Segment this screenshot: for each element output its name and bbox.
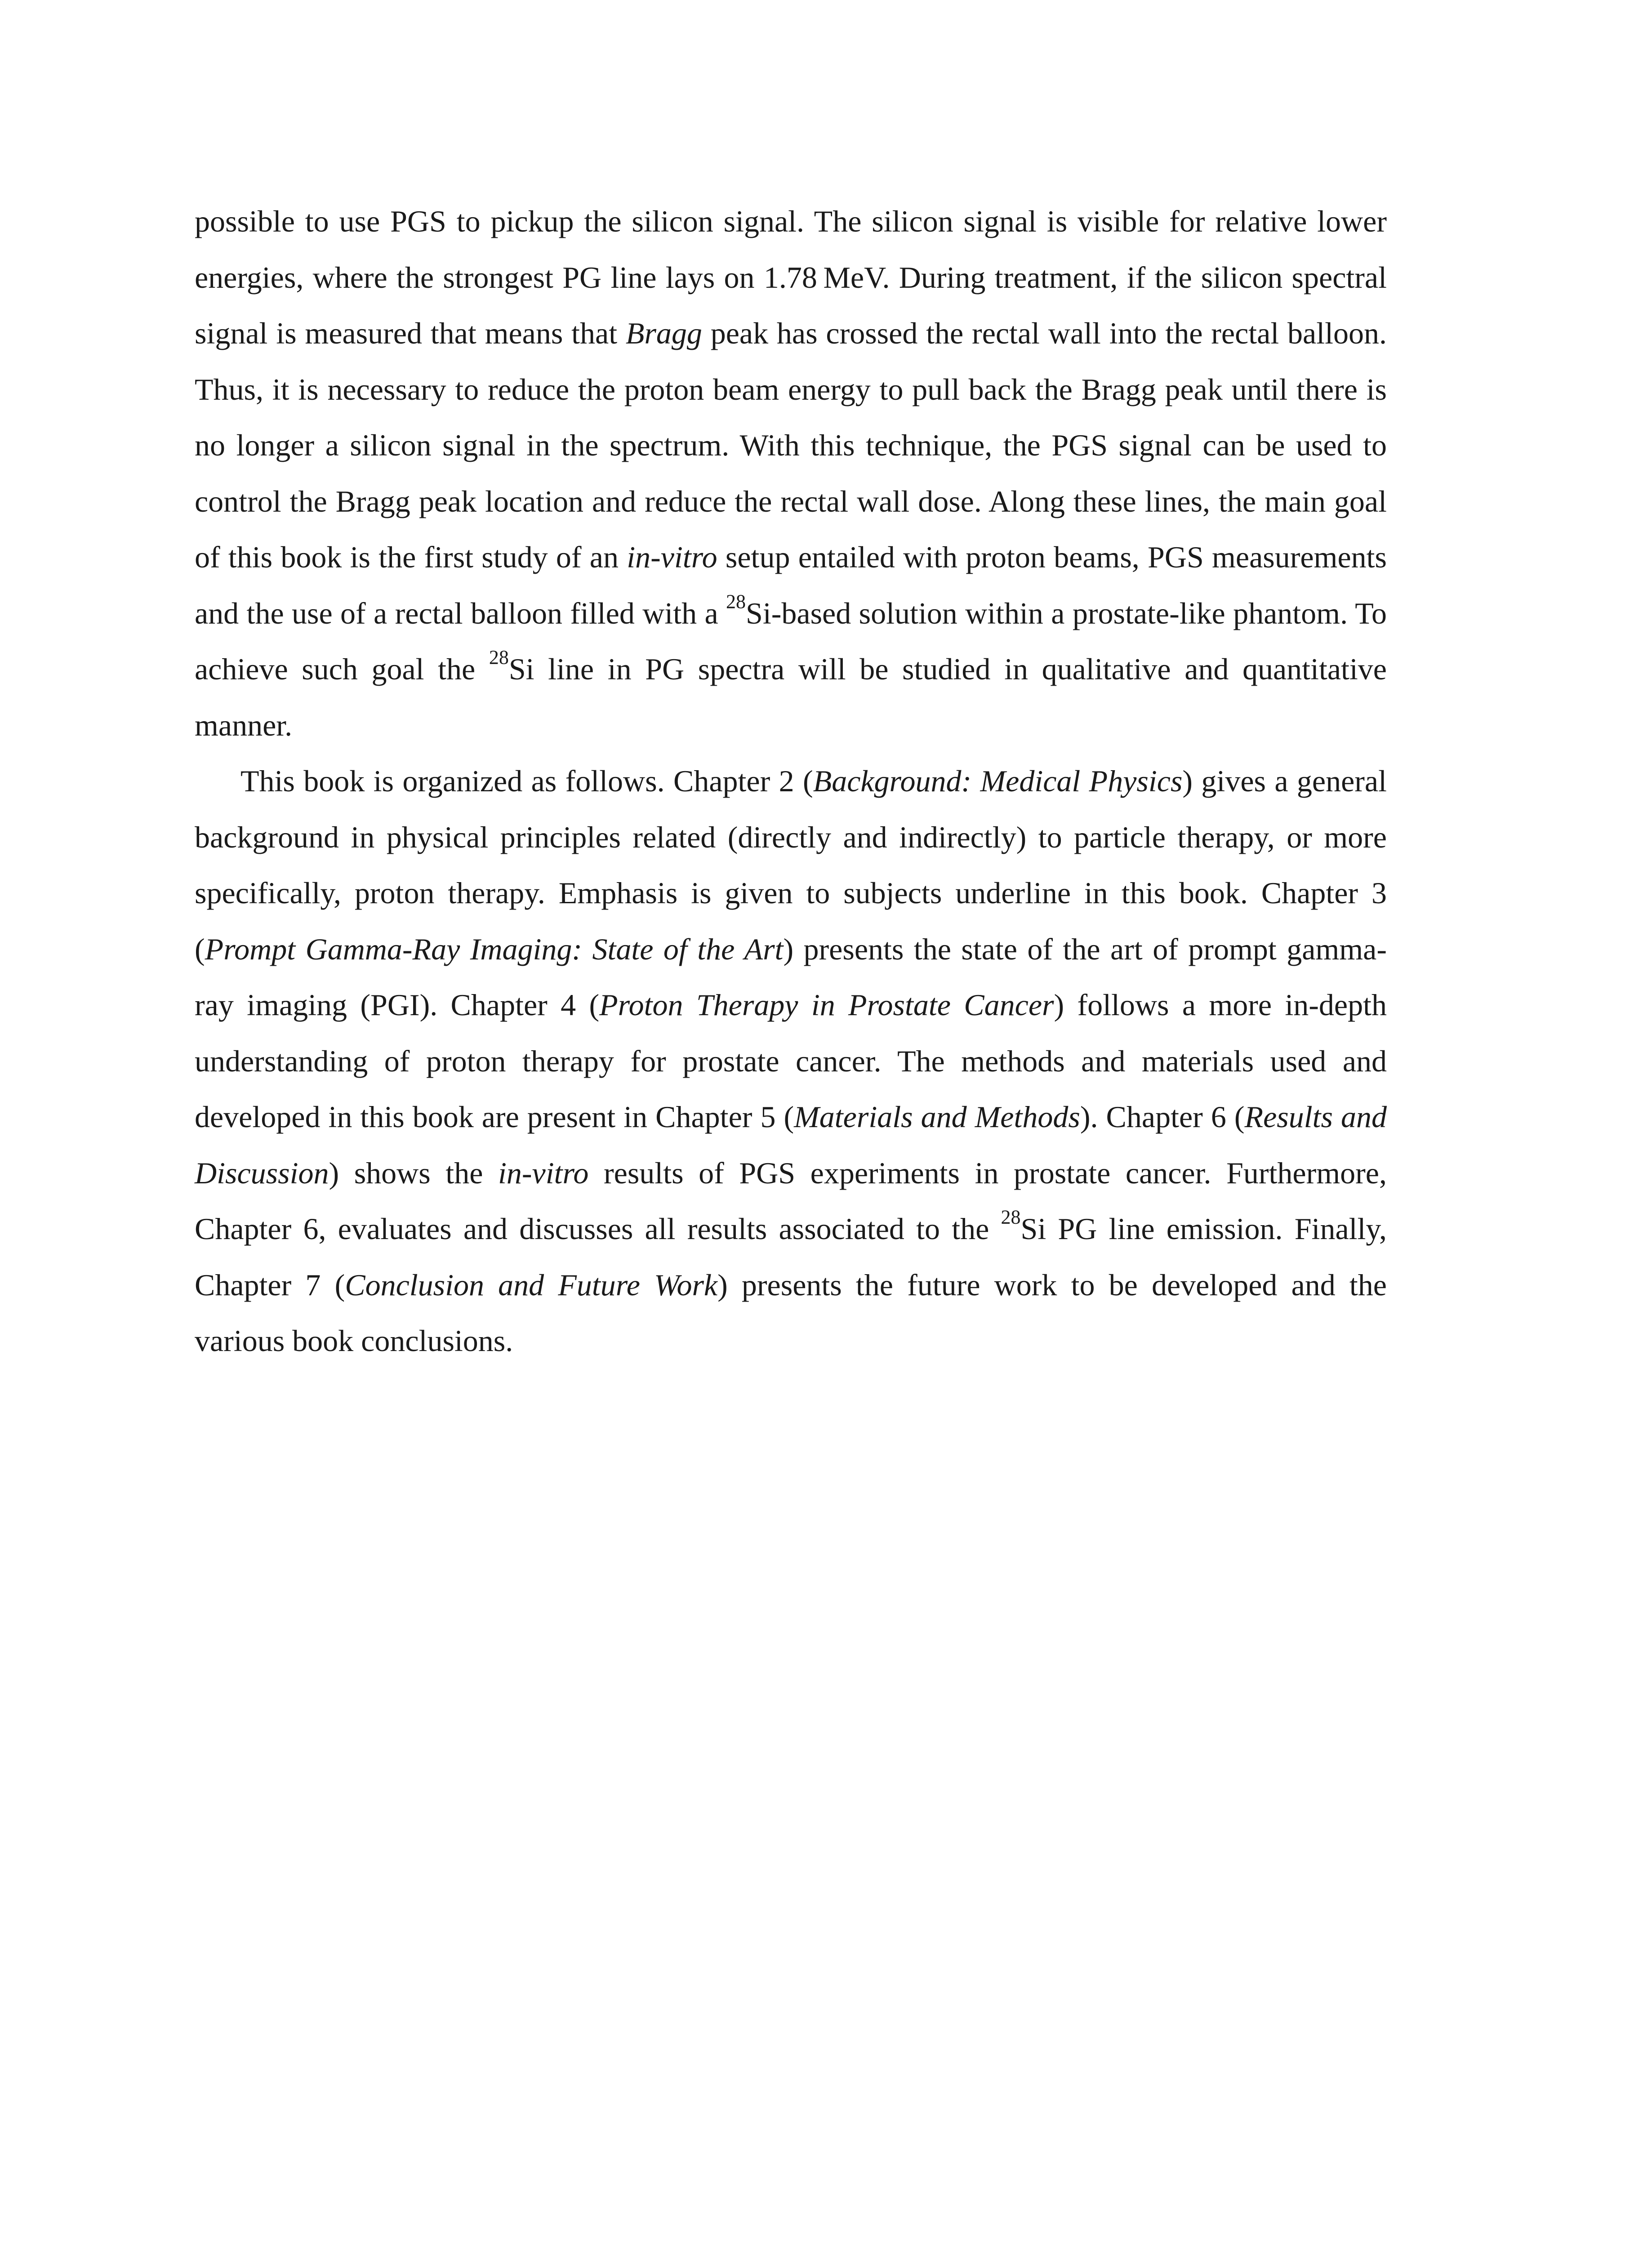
text-segment: possible to use PGS to pickup the silicon signal. The silicon signal is visible for relative lower energies, where the strongest PG line lays on 1.78 MeV. During treatment, if the silicon spectral signal is measured that means that bbox=[195, 204, 1387, 350]
paragraph bbox=[195, 193, 1387, 753]
italic-text-segment: in-vitro bbox=[627, 540, 717, 574]
italic-text-segment: Background: Medical Physics bbox=[813, 764, 1183, 798]
body-text bbox=[195, 193, 1387, 1369]
superscript-mass-number: 28 bbox=[1001, 1206, 1021, 1228]
paragraph bbox=[195, 753, 1387, 1369]
italic-text-segment: Conclusion and Future Work bbox=[345, 1267, 718, 1302]
italic-text-segment: Proton Therapy in Prostate Cancer bbox=[599, 988, 1054, 1022]
text-segment: ) shows the bbox=[329, 1155, 498, 1190]
text-segment: results of PGS experiments in prostate cancer. Furthermore, Chapter 6, evaluates and discusses all results associated to the bbox=[195, 1155, 1387, 1246]
text-segment: Si PG line emission. Finally, Chapter 7 ( bbox=[195, 1212, 1387, 1302]
text-segment: ) follows a more in-depth understanding of proton therapy for prostate cancer. The methods and materials used and developed in this book are present in Chapter 5 ( bbox=[195, 988, 1387, 1134]
text-segment: This book is organized as follows. Chapter 2 ( bbox=[240, 764, 813, 798]
superscript-mass-number: 28 bbox=[726, 590, 746, 613]
text-segment: ) gives a general background in physical principles related (directly and indirectly) to particle therapy, or more specifically, proton therapy. Emphasis is given to subjects underline in this book. Chapter 3 ( bbox=[195, 764, 1387, 966]
text-segment: peak has crossed the rectal wall into the rectal balloon. Thus, it is necessary to reduce the proton beam energy to pull back the Bragg peak until there is no longer a silicon signal in the spectrum. With this technique, the PGS signal can be used to control the Bragg peak location and reduce the rectal wall dose. Along these lines, the main goal of this book is the first study of an bbox=[195, 316, 1387, 574]
italic-text-segment: Results and Discussion bbox=[195, 1100, 1387, 1190]
italic-text-segment: Materials and Methods bbox=[794, 1100, 1080, 1134]
italic-text-segment: Prompt Gamma-Ray Imaging: State of the Art bbox=[205, 932, 784, 966]
text-segment: setup entailed with proton beams, PGS measurements and the use of a rectal balloon filled with a bbox=[195, 540, 1387, 630]
italic-text-segment: in-vitro bbox=[498, 1155, 589, 1190]
text-segment: ). Chapter 6 ( bbox=[1080, 1100, 1245, 1134]
text-segment: Si line in PG spectra will be studied in qualitative and quantitative manner. bbox=[195, 652, 1387, 742]
text-segment: Si-based solution within a prostate-like phantom. To achieve such goal the bbox=[195, 596, 1387, 686]
text-segment: ) presents the future work to be developed and the various book conclusions. bbox=[195, 1267, 1387, 1358]
italic-text-segment: Bragg bbox=[625, 316, 702, 350]
superscript-mass-number: 28 bbox=[489, 646, 509, 669]
text-segment: ) presents the state of the art of prompt gamma-ray imaging (PGI). Chapter 4 ( bbox=[195, 932, 1387, 1022]
